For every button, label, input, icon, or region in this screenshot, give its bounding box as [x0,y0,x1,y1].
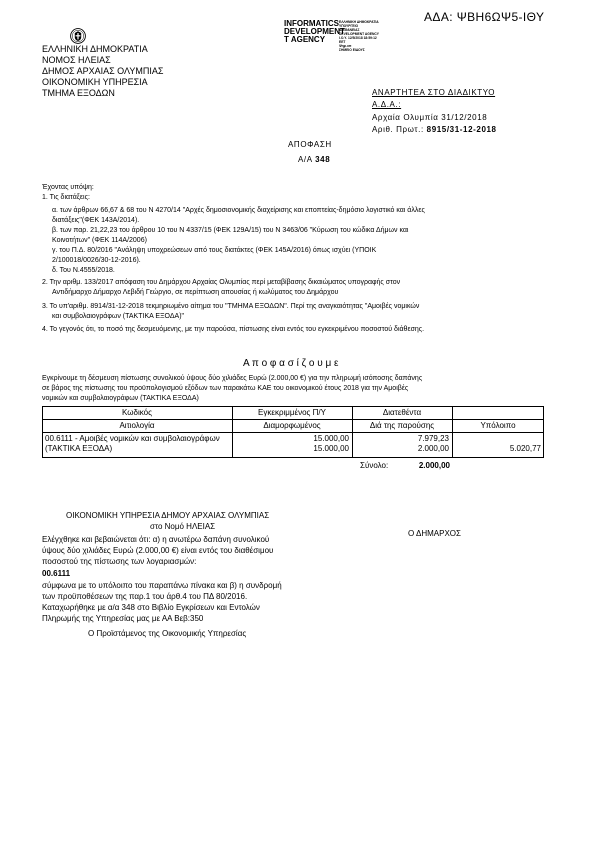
table-border-right [543,406,544,458]
row-code-subtitle: (ΤΑΚΤΙΚΑ ΕΞΟΔΑ) [45,444,113,453]
issuer-line-3: ΔΗΜΟΣ ΑΡΧΑΙΑΣ ΟΛΥΜΠΙΑΣ [42,66,164,76]
table-border-left [42,406,43,458]
table-divider-3 [452,406,453,458]
meta-block [372,88,497,135]
considering-item-2-line-1: 2. Την αριθμ. 133/2017 απόφαση του Δημάρχου Αρχαίας Ολυμπίας περί μεταβίβασης δικαιώματος υπογραφής στον [42,279,401,286]
table-header-row-1 [42,407,544,420]
certification-line-2: ύψους δύο χιλιάδες Ευρώ (2.000,00 €) είναι εντός του διαθέσιμου [42,546,274,555]
issuer-line-1: ΕΛΛΗΝΙΚΗ ΔΗΜΟΚΡΑΤΙΑ [42,44,148,54]
infogroup-line-2: DEVELOPMENT [284,27,345,36]
infogroup-small-1: ΕΛΛΗΝΙΚΗ ΔΗΜΟΚΡΑΤΙΑ [339,20,379,24]
row-allocated: 7.979,23 [417,434,449,443]
certification-line-1: Ελέγχθηκε και βεβαιώνεται ότι: α) η ανωτέρω δαπάνη συνολικού [42,535,270,544]
certification-line-5: των προϋποθέσεων της παρ.1 του άρθ.4 του ΠΔ 80/2016. [42,592,248,601]
considering-item-3-line-2: και συμβολαιογράφων (ΤΑΚΤΙΚΑ ΕΞΟΔΑ)" [52,313,185,320]
protocol-value: 8915/31-12-2018 [426,125,497,134]
table-header-row-2 [42,420,544,433]
infogroup-line-1: INFORMATICS [284,19,339,28]
header-reason: Αιτιολογία [119,421,155,430]
issuer-line-2: ΝΟΜΟΣ ΗΛΕΙΑΣ [42,55,111,65]
sum-label: Σύνολο: [360,461,389,470]
header-remaining: Υπόλοιπο [480,421,516,430]
considering-item-4: 4. Το γεγονός ότι, το ποσό της δεσμευόμενης, με την παρούσα, πίστωσης είναι εντός του εγκεκριμένου ποσοστού διάθεσης. [42,326,425,333]
certification-code: 00.6111 [42,569,71,578]
considering-c-line-1: γ. του Π.Δ. 80/2016 "Ανάληψη υποχρεώσεων από τους διατάκτες (ΦΕΚ 145Α/2016) όπως ισχύει (ΥΠΟΙΚ [52,247,377,254]
row-approved: 15.000,00 [313,434,349,443]
sum-value: 2.000,00 [418,461,450,470]
place-date: Αρχαία Ολυμπία 31/12/2018 [372,113,488,122]
certification-line-3: ποσοστού της πίστωσης των λογαριασμών: [42,557,197,566]
header-formed: Διαμορφωμένος [263,421,321,430]
considering-a-line-2: διατάξεις"(ΦΕΚ 143Α/2014). [52,217,140,224]
infogroup-small-4: DEVELOPMENT AGENCY [339,32,379,36]
table-divider-1 [232,406,233,458]
infogroup-small-2: ΥΠΟΥΡΓΕΙΟ [339,24,359,28]
row-allocated-cell [352,433,449,457]
considering-heading: Έχοντας υπόψη: [42,184,94,191]
considering-d: δ. Του Ν.4555/2018. [52,267,115,274]
decide-para-line-1: Εγκρίνουμε τη δέσμευση πίστωσης συνολικού ύψους δύο χιλιάδες Ευρώ (2.000,00 €) για την πληρωμή ισόποσης δαπάνης [42,375,423,382]
issuer-line-4: ΟΙΚΟΝΟΜΙΚΗ ΥΠΗΡΕΣΙΑ [42,77,148,87]
certification-line-7: Πληρωμής της Υπηρεσίας μας με ΑΑ Βεβ:350 [42,614,204,623]
ada-code: ΑΔΑ: ΨΒΗ6ΩΨ5-ΙΘΥ [424,10,545,24]
decide-para-line-2: σε βάρος της πίστωσης του προϋπολογισμού εξόδων των παρακάτω ΚΑΕ του οικονομικού έτους 2018 για την Αμοιβές [42,385,409,392]
certification-head: Ο Προϊστάμενος της Οικονομικής Υπηρεσίας [88,629,247,638]
certification-title: ΟΙΚΟΝΟΜΙΚΗ ΥΠΗΡΕΣΙΑ ΔΗΜΟΥ ΑΡΧΑΙΑΣ ΟΛΥΜΠΙΑΣ [66,511,270,520]
decision-title: ΑΠΟΦΑΣΗ [288,140,332,149]
decision-number-value: 348 [315,155,331,164]
header-code: Κωδικός [122,408,152,417]
row-code-title: 00.6111 - Αμοιβές νομικών και συμβολαιογράφων [45,434,220,443]
infogroup-small-3: ΔΙΑΦΑΝΕΙΑΣ [339,28,360,32]
ada-label: Α.Δ.Α.: [372,100,402,109]
infogroup-line-3: T AGENCY [284,35,326,44]
issuer-line-5: ΤΜΗΜΑ ΕΞΟΔΩΝ [42,88,115,98]
considering-b-line-1: β. των παρ. 21,22,23 του άρθρου 10 του Ν 4337/15 (ΦΕΚ 129Α/15) του Ν 3463/06 "Κύρωση του κώδικα Δήμων και [52,227,409,234]
posted-label: ΑΝΑΡΤΗΤΕΑ ΣΤΟ ΔΙΑΔΙΚΤΥΟ [372,88,496,97]
table-divider-2 [352,406,353,458]
header-approved: Εγκεκριμμένος Π/Υ [258,408,326,417]
considering-item-2-line-2: Αντιδήμαρχο Δήμαρχο Λεβιδή Γεώργιο, σε περίπτωση απουσίας ή κωλύματος του Δημάρχου [52,289,339,296]
issuer-block [42,44,163,99]
decide-heading: Α π ο φ α σ ί ζ ο υ μ ε [243,358,339,369]
infogroup-small-6: ΕΕΤ [339,40,346,44]
considering-item-3-line-1: 3. Το υπ'αριθμ. 8914/31-12-2018 τεκμηριωμένο αίτημα του "ΤΜΗΜΑ ΕΞΟΔΩΝ". Περί της αναγκαιότητας "Αμοιβές νομικών [42,303,420,310]
row-code [45,433,232,457]
row-remaining: 5.020,77 [509,444,541,453]
certification-subtitle: στο Νομό ΗΛΕΙΑΣ [150,522,216,531]
infogroup-small-8: ΣΗΜΕΙΟ ΕΙΔΟΥΣ [339,48,365,52]
certification-line-6: Καταχωρήθηκε με α/α 348 στο Βιβλίο Εγκρίσεων και Εντολών [42,603,260,612]
considering-a-line-1: α. των άρθρων 66,67 & 68 του Ν 4270/14 "Αρχές δημοσιονομικής διαχείρισης και εποπτείας-δημόσιο λογιστικό και άλλες [52,207,425,214]
header-this-decision: Διά της παρούσης [369,421,435,430]
considering-b-line-2: Κοινοτήτων" (ΦΕΚ 114Α/2006) [52,237,147,244]
header-allocated: Διατεθέντα [382,408,422,417]
row-this-decision: 2.000,00 [417,444,449,453]
row-formed: 15.000,00 [313,444,349,453]
infogroup-small-7: Ψηφ.υπ [339,44,352,48]
row-approved-cell [232,433,349,457]
certification-line-4: σύμφωνα με το υπόλοιπο του παραπάνω πίνακα και β) η συνδρομή [42,581,282,590]
protocol-label: Αριθ. Πρωτ.: [372,125,424,134]
infogroup-label [284,20,345,44]
infogroup-small-5: Ι.Ο.Υ. 12/5/2018 18:59:12 [339,36,377,40]
considering-item-1: 1. Τις διατάξεις: [42,194,90,201]
mayor-label: Ο ΔΗΜΑΡΧΟΣ [408,529,461,538]
table-row [42,433,544,458]
decision-number [298,155,330,165]
considering-c-line-2: 2/100018/0026/30-12-2016). [52,257,141,264]
infogroup-small-print [339,20,379,52]
decide-para-line-3: νομικών και συμβολαιογράφων (ΤΑΚΤΙΚΑ ΕΞΟΔΑ) [42,395,199,402]
greek-emblem-icon [70,28,86,44]
decision-number-label: Α/Α [298,155,313,164]
